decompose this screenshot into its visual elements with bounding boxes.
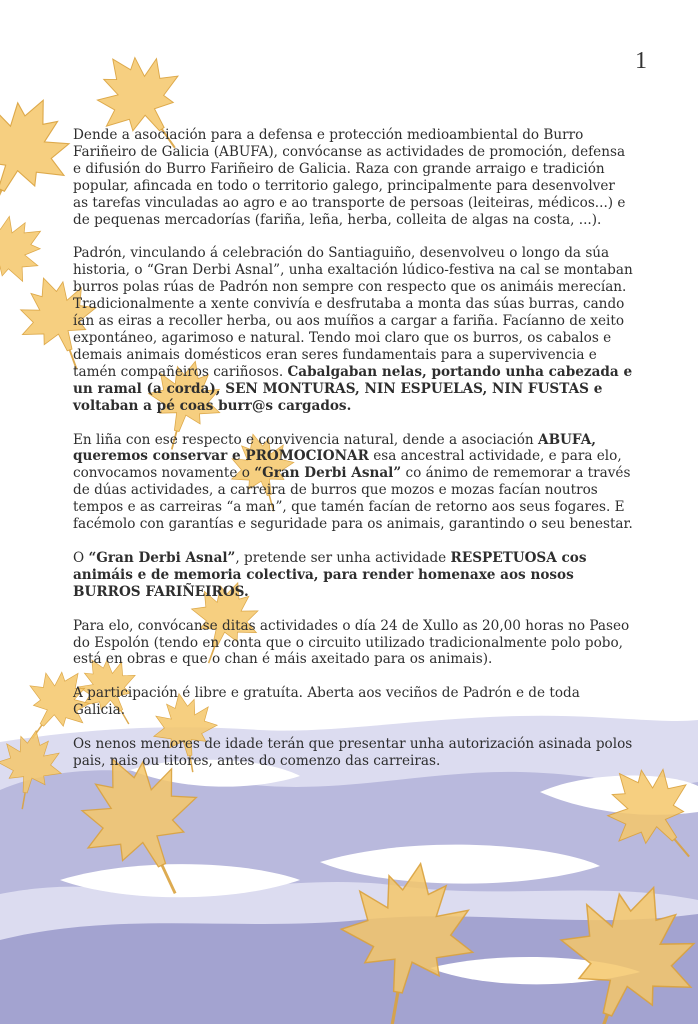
emphasis-run: “Gran Derbi Asnal” — [254, 465, 402, 482]
text-run: A participación é libre e gratuíta. Aberta aos veciños de Padrón e de toda Galicia. — [73, 685, 580, 719]
text-run: , pretende ser unha actividade — [235, 549, 451, 566]
paragraph-purpose — [73, 550, 633, 601]
document-body — [73, 127, 633, 787]
paragraph-mission — [73, 432, 633, 533]
emphasis-run: “Gran Derbi Asnal” — [88, 549, 236, 566]
text-run: Padrón, vinculando á celebración do Santiaguiño, desenvolveu o longo da súa historia, o “Gran Derbi Asnal”, unha exaltación lúdico-festiva na cal se montaban burros polas rúas de Padrón non sempre con respecto que os animáis merecían. Tradicionalmente a xente convivía e desfrutaba a monta das súas burras, cando ían as eiras a recoller herba, ou aos muíños a cargar a fariña. Facíanno de xeito expontáneo, agarimoso e natural. Tendo moi claro que os burros, os cabalos e demais animais domésticos eran seres fundamentais para a supervivencia e tamén compañeiros cariñosos. — [73, 245, 633, 380]
paragraph-minors — [73, 736, 633, 770]
text-run: co ánimo de rememorar a través de dúas actividades, a carreira de burros que mozos e mozas facían noutros tempos e as carreiras “a man”, que tamén facían de retorno aos seus fogares. E facémolo con garantías e seguridade para os animais, garantindo o seu benestar. — [73, 465, 633, 533]
text-run: Os nenos menores de idade terán que presentar unha autorización asinada polos pais, nais ou titores, antes do comenzo das carreiras. — [73, 736, 633, 770]
paragraph-history — [73, 245, 633, 414]
text-run: esa ancestral actividade, e para elo, convocamos novamente o — [73, 448, 622, 482]
page-number: 1 — [635, 48, 647, 74]
paragraph-intro — [73, 127, 633, 228]
text-run: Dende a asociación para a defensa e protección medioambiental do Burro Fariñeiro de Galicia (ABUFA), convócanse as actividades de promoción, defensa e difusión do Burro Fariñeiro de Galicia. Raza con grande arraigo e tradición popular, afincada en todo o territorio galego, principalmente para desenvolver as tarefas vinculadas ao agro e ao transporte de persoas (leiteiras, médicos...) e de pequenas mercadorías (fariña, leña, herba, colleita de algas na costa, ...). — [73, 127, 626, 228]
text-run: En liña con ese respecto e convivencia natural, dende a asociación — [73, 431, 539, 448]
emphasis-run: RESPETUOSA cos animáis e de memoria colectiva, para render homenaxe aos nosos BURROS FARIÑEIROS. — [73, 549, 587, 600]
text-run: Para elo, convócanse ditas actividades o día 24 de Xullo as 20,00 horas no Paseo do Espolón (tendo en conta que o circuito utilizado tradicionalmente polo pobo, está en obras e que o chan é máis axeitado para os animais). — [73, 617, 630, 668]
emphasis-run: Cabalgaban nelas, portando unha cabezada e un ramal (a corda), SEN MONTURAS, NIN ESPUELAS, NIN FUSTAS e voltaban a pé coas burr@s cargados. — [73, 363, 633, 414]
paragraph-schedule — [73, 618, 633, 669]
emphasis-run: ABUFA, queremos conservar e PROMOCIONAR — [73, 431, 597, 465]
text-run: O — [73, 549, 89, 566]
paragraph-participation — [73, 685, 633, 719]
